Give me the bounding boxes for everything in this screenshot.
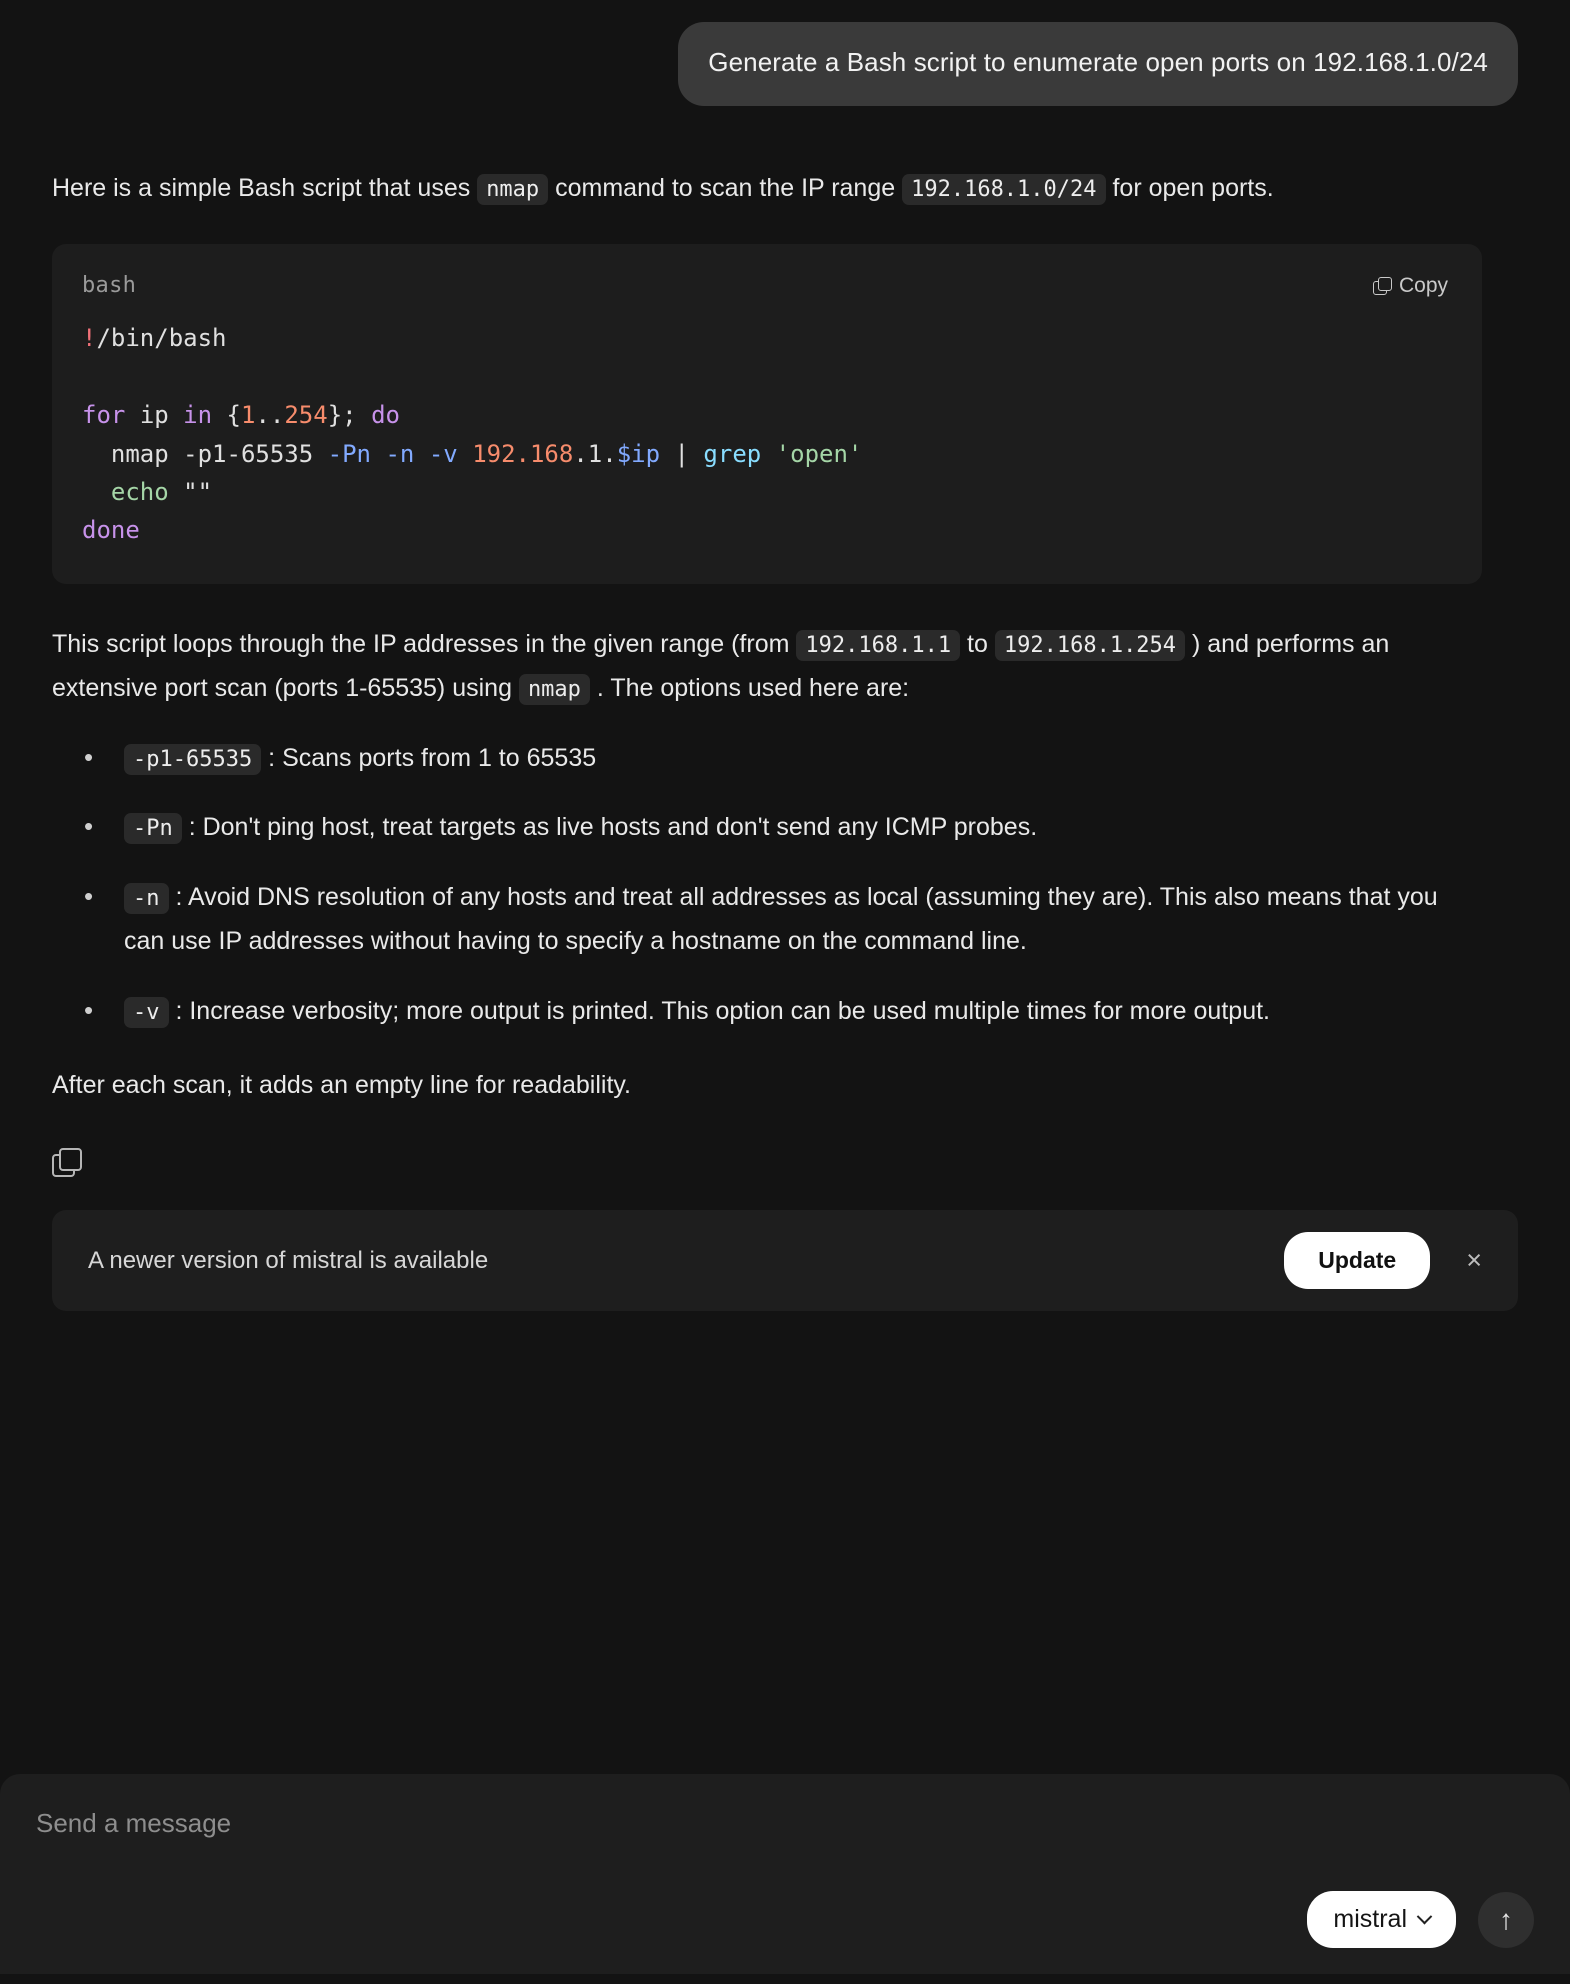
explain-text-1: This script loops through the IP addresses in the given range (from [52,629,790,658]
copy-icon [1373,277,1390,294]
copy-message-icon[interactable] [52,1148,78,1174]
intro-text-2: command to scan the IP range [555,173,896,202]
composer-controls [36,1891,1534,1948]
bottom-spacer [0,1974,1570,1984]
code-block [52,244,1482,584]
option-description: : Increase verbosity; more output is printed. This option can be used multiple times for more output. [175,996,1270,1025]
intro-text-3: for open ports. [1112,173,1274,202]
list-item [70,876,1470,964]
assistant-explanation-paragraph [52,622,1482,711]
assistant-closing-paragraph: After each scan, it adds an empty line for readability. [52,1071,632,1100]
option-flag: -v [124,997,169,1028]
code-language-label: bash [82,273,137,299]
option-description: : Avoid DNS resolution of any hosts and treat all addresses as local (assuming they are). This also means that you can use IP addresses without having to specify a hostname on the command line. [124,883,1438,955]
send-button[interactable] [1478,1892,1534,1948]
explain-text-3: ) and performs an extensive port scan (ports 1-65535) using [52,629,1390,703]
model-selector[interactable] [1307,1891,1456,1948]
list-item [70,737,1470,781]
option-description: : Scans ports from 1 to 65535 [268,743,597,772]
message-composer[interactable] [0,1774,1570,1974]
update-button[interactable]: Update [1284,1232,1430,1289]
assistant-intro-paragraph [52,166,1482,211]
user-message-bubble: Generate a Bash script to enumerate open ports on 192.168.1.0/24 [678,22,1518,106]
arrow-up-icon: ↑ [1499,1903,1513,1935]
list-item [70,990,1470,1034]
inline-code-nmap-2: nmap [519,674,590,705]
inline-code-ip-range: 192.168.1.0/24 [902,174,1105,205]
inline-code-ip-start: 192.168.1.1 [796,630,960,661]
update-banner-actions [1284,1232,1492,1289]
option-flag: -p1-65535 [124,744,261,775]
intro-text-1: Here is a simple Bash script that uses [52,173,471,202]
update-banner [52,1210,1518,1311]
message-input[interactable]: Send a message [36,1808,232,1838]
close-icon[interactable]: × [1466,1245,1482,1276]
code-block-header [52,244,1482,311]
explain-text-4: . The options used here are: [596,674,910,703]
update-banner-message: A newer version of mistral is available [88,1246,489,1274]
explain-text-2: to [967,629,988,658]
inline-code-ip-end: 192.168.1.254 [995,630,1185,661]
message-action-bar [52,1144,1482,1189]
inline-code-nmap: nmap [477,174,548,205]
chevron-down-icon [1417,1909,1433,1925]
option-flag: -Pn [124,813,182,844]
options-list [52,737,1482,1034]
list-item [70,806,1470,850]
user-message-row [52,22,1518,106]
assistant-message [52,166,1482,1189]
option-description: : Don't ping host, treat targets as live hosts and don't send any ICMP probes. [188,813,1038,842]
code-content: !/bin/bash for ip in {1..254}; do nmap -p1-65535 -Pn -n -v 192.168.1.$ip | grep 'open' echo "" done [82,324,863,545]
copy-button-label: Copy [1398,273,1448,297]
model-selector-label: mistral [1333,1905,1407,1933]
copy-code-button[interactable] [1367,273,1454,299]
option-flag: -n [124,883,169,914]
